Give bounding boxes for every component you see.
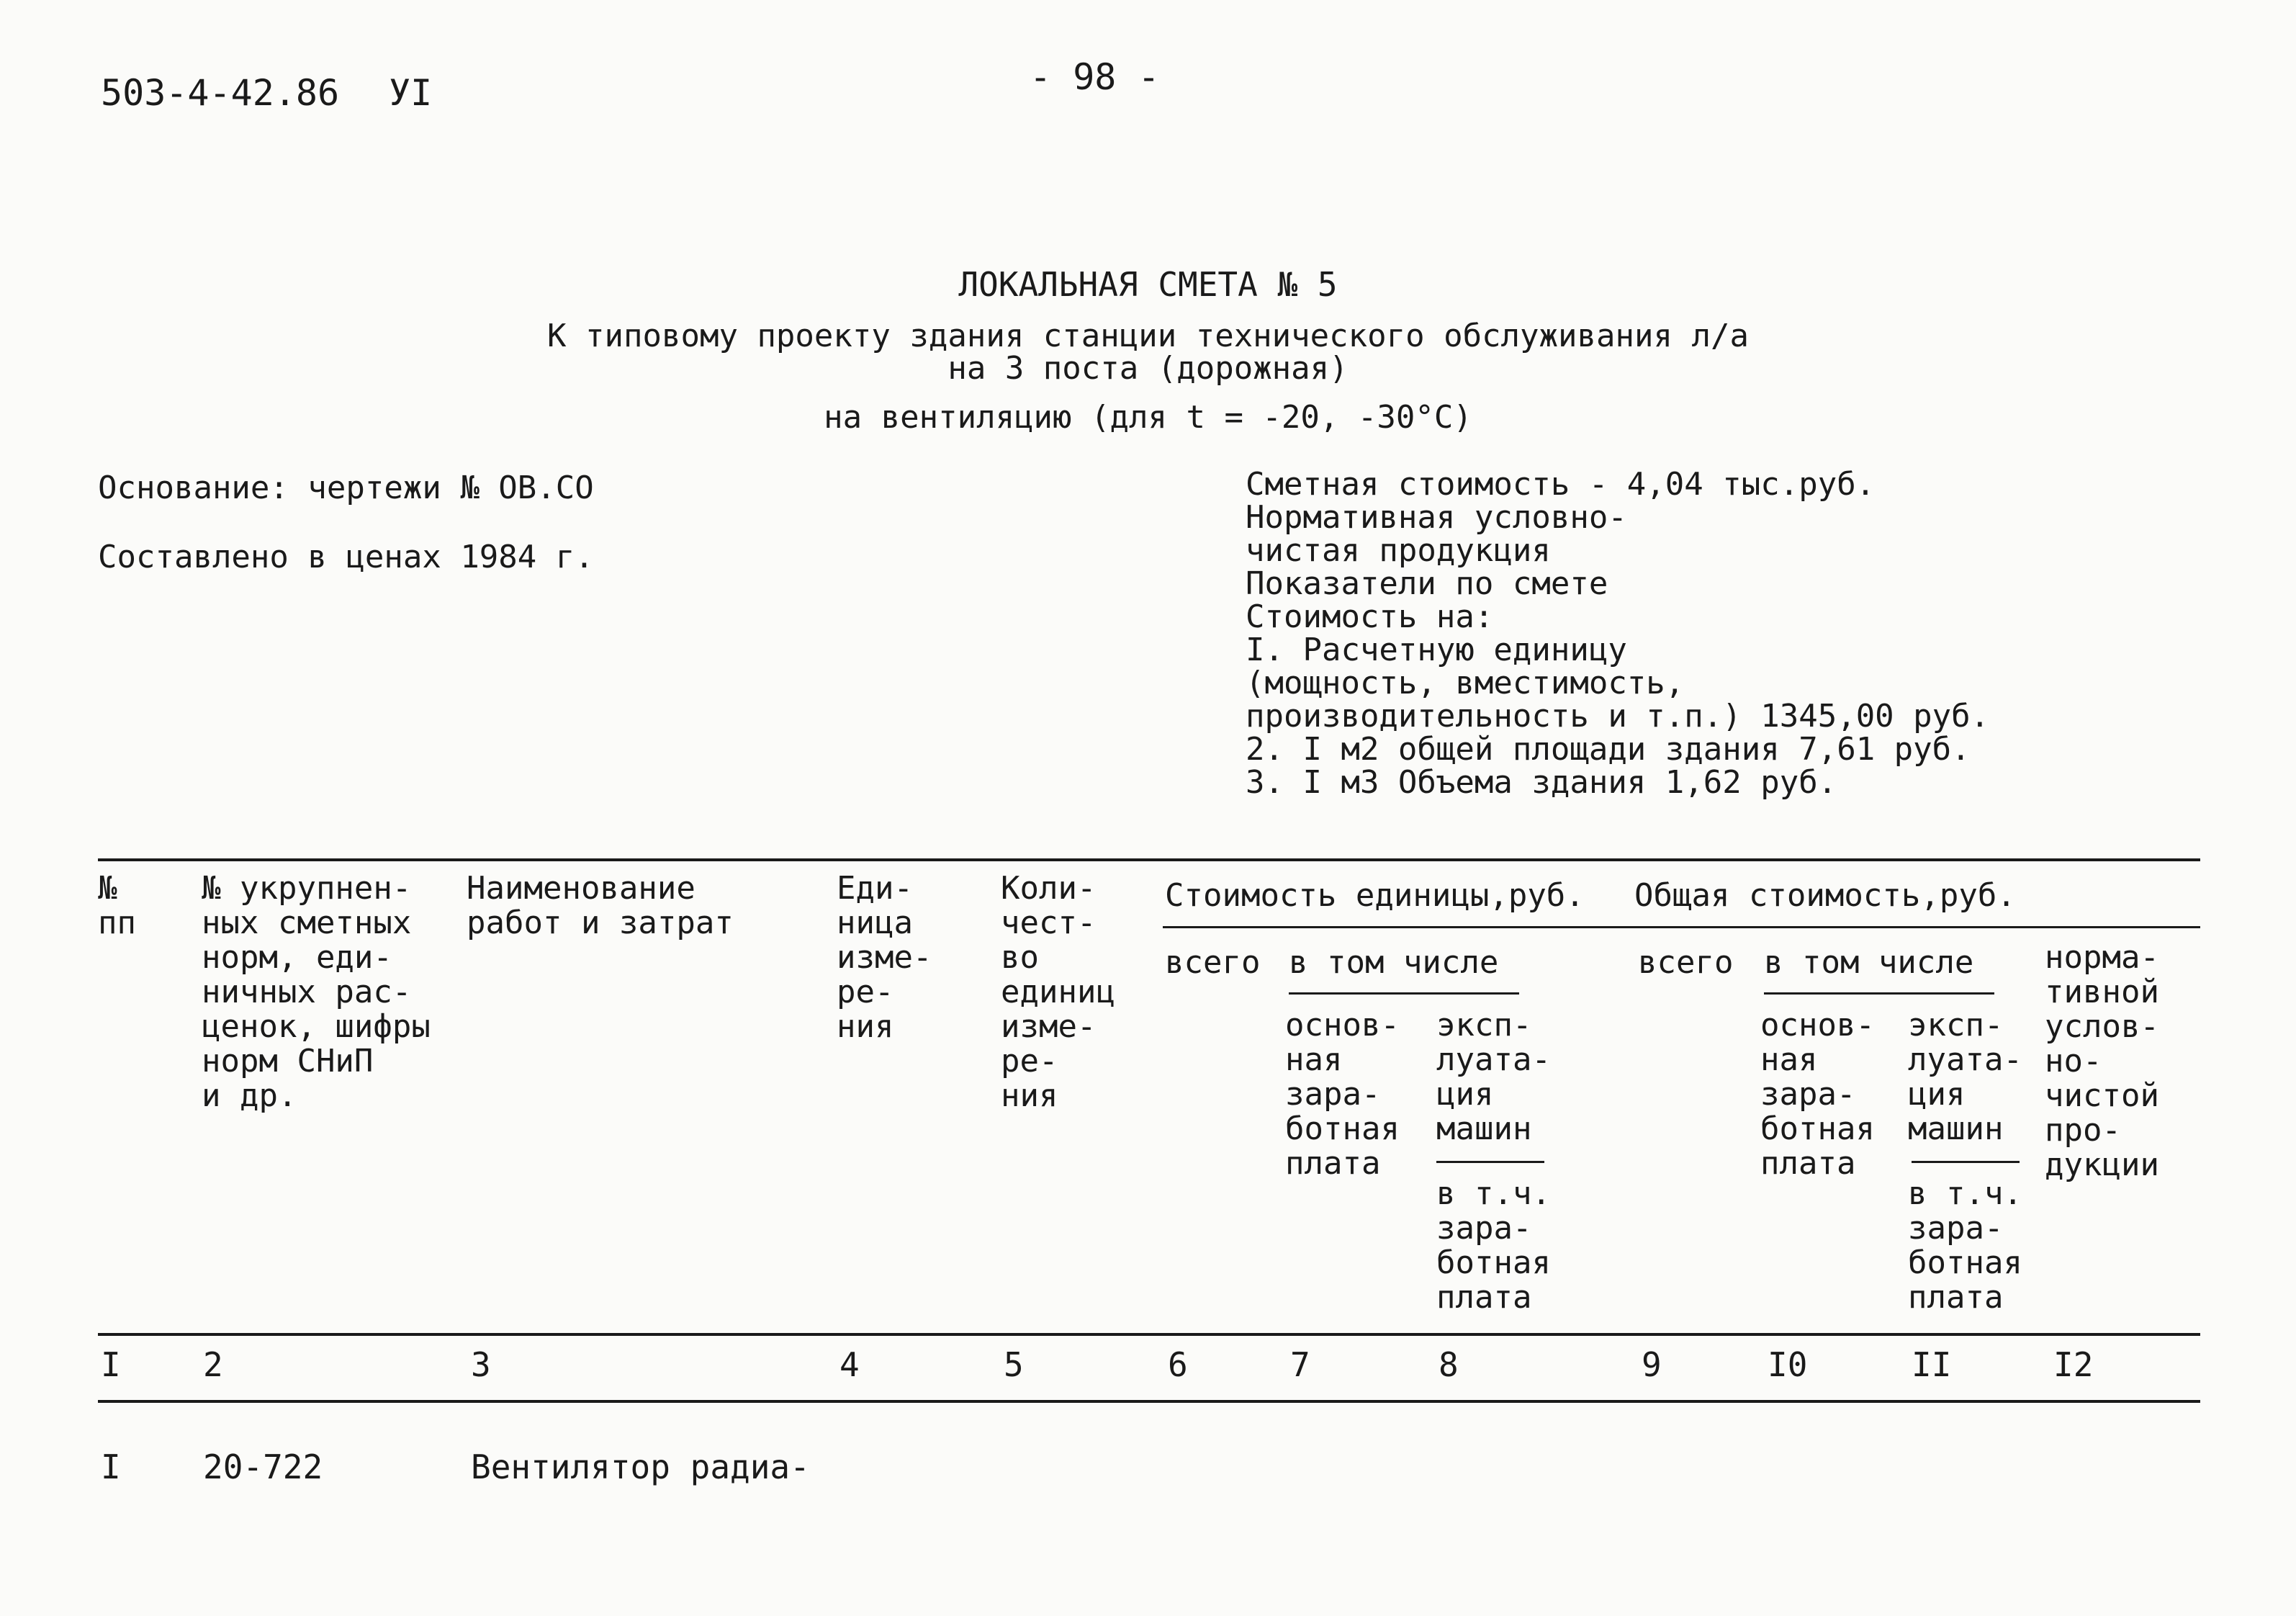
summary-line: 3. I м3 Объема здания 1,62 руб. bbox=[1246, 764, 1837, 801]
col-code-header: № укрупнен- ных сметных норм, еди- ничных рас- ценок, шифры норм СНиП и др. bbox=[202, 870, 431, 1114]
basis-prices: Составлено в ценах 1984 г. bbox=[98, 539, 594, 575]
estimate-title: ЛОКАЛЬНАЯ СМЕТА № 5 bbox=[958, 265, 1338, 304]
col-unit-header: Еди- ница изме- ре- ния bbox=[837, 870, 932, 1045]
unit-total-label: всего bbox=[1165, 944, 1261, 981]
group-total-cost: Общая стоимость,руб. bbox=[1634, 877, 2016, 914]
summary-line: Сметная стоимость - 4,04 тыс.руб. bbox=[1246, 466, 1876, 503]
document-code: 503-4-42.86 bbox=[101, 72, 340, 114]
column-index: 4 bbox=[839, 1345, 860, 1384]
header-bottom-rule bbox=[98, 1333, 2200, 1336]
column-index: 3 bbox=[471, 1345, 491, 1384]
unit-machine-rule bbox=[1436, 1161, 1544, 1163]
net-output-header: норма- тивной услов- но- чистой про- дукции bbox=[2045, 939, 2159, 1183]
column-index: II bbox=[1912, 1345, 1952, 1384]
unit-base-wage-header: основ- ная зара- ботная плата bbox=[1285, 1007, 1400, 1182]
estimate-subject: на вентиляцию (для t = -20, -30°С) bbox=[824, 399, 1472, 436]
summary-line: (мощность, вместимость, bbox=[1246, 665, 1685, 701]
basis-drawings: Основание: чертежи № ОВ.СО bbox=[98, 470, 594, 506]
total-incl-rule bbox=[1764, 992, 1994, 995]
row-number: I bbox=[101, 1447, 121, 1486]
column-index: 6 bbox=[1168, 1345, 1188, 1384]
column-index: I0 bbox=[1768, 1345, 1808, 1384]
col-num-header: № пп bbox=[98, 870, 136, 941]
group-header-rule bbox=[1163, 926, 2200, 928]
summary-line: 2. I м2 общей площади здания 7,61 руб. bbox=[1246, 731, 1971, 768]
total-machine-header: эксп- луата- ция машин bbox=[1908, 1007, 2022, 1147]
column-index: 7 bbox=[1290, 1345, 1310, 1384]
group-unit-cost: Стоимость единицы,руб. bbox=[1165, 877, 1585, 914]
unit-incl-rule bbox=[1289, 992, 1519, 995]
column-index: 8 bbox=[1439, 1345, 1459, 1384]
summary-line: чистая продукция bbox=[1246, 532, 1551, 569]
summary-line: I. Расчетную единицу bbox=[1246, 632, 1627, 668]
summary-line: Нормативная условно- bbox=[1246, 499, 1627, 536]
total-machine-wage-header: в т.ч. зара- ботная плата bbox=[1908, 1175, 2022, 1316]
total-total-label: всего bbox=[1638, 944, 1734, 981]
row-norm-code: 20-722 bbox=[203, 1447, 323, 1486]
unit-incl-label: в том числе bbox=[1289, 944, 1499, 981]
summary-line: Показатели по смете bbox=[1246, 565, 1608, 602]
project-subline: на 3 поста (дорожная) bbox=[947, 350, 1349, 387]
column-index: 9 bbox=[1642, 1345, 1662, 1384]
column-numbers-rule bbox=[98, 1400, 2200, 1403]
column-index: 2 bbox=[203, 1345, 223, 1384]
column-index: I2 bbox=[2053, 1345, 2094, 1384]
total-incl-label: в том числе bbox=[1764, 944, 1974, 981]
unit-machine-wage-header: в т.ч. зара- ботная плата bbox=[1436, 1175, 1551, 1316]
column-index: 5 bbox=[1004, 1345, 1024, 1384]
col-quantity-header: Коли- чест- во единиц изме- ре- ния bbox=[1001, 870, 1115, 1114]
estimate-summary bbox=[1246, 468, 1989, 799]
column-index: I bbox=[101, 1345, 121, 1384]
unit-machine-header: эксп- луата- ция машин bbox=[1436, 1007, 1551, 1147]
total-base-wage-header: основ- ная зара- ботная плата bbox=[1760, 1007, 1875, 1182]
summary-line: производительность и т.п.) 1345,00 руб. bbox=[1246, 698, 1990, 735]
sheet-number: УI bbox=[389, 72, 433, 114]
col-name-header: Наименование работ и затрат bbox=[467, 870, 734, 941]
row-work-name: Вентилятор радиа- bbox=[471, 1447, 810, 1486]
project-line: К типовому проекту здания станции технического обслуживания л/а bbox=[547, 318, 1749, 354]
summary-line: Стоимость на: bbox=[1246, 598, 1494, 635]
page-number: - 98 - bbox=[1030, 56, 1160, 98]
total-machine-rule bbox=[1912, 1161, 2020, 1163]
table-top-rule bbox=[98, 858, 2200, 861]
